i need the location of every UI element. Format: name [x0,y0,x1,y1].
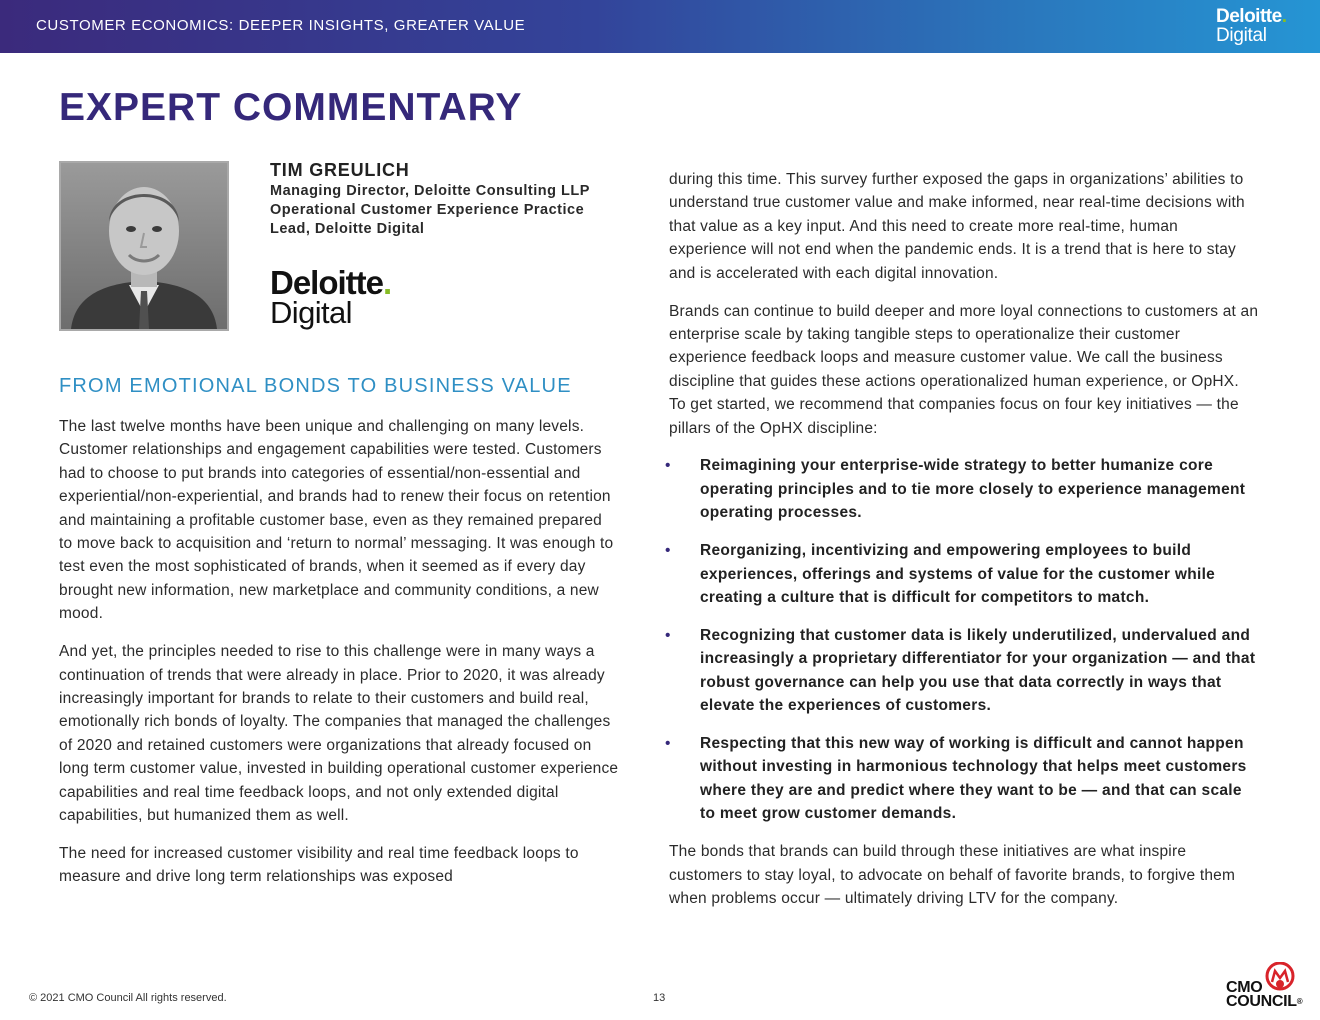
closing-paragraph: The bonds that brands can build through these initiatives are what inspire customers to stay loyal, to advocate on behalf of favorite brands, to forgive them when problems occur — ultimately driving LTV for the company. [669,843,1236,907]
list-item-text: Reimagining your enterprise-wide strategy to better humanize core operating principles and to tie more closely to experience management operating processes. [700,457,1246,522]
left-column [59,415,619,903]
banner-title: CUSTOMER ECONOMICS: DEEPER INSIGHTS, GREATER VALUE [36,17,526,34]
copyright: © 2021 CMO Council All rights reserved. [29,992,227,1004]
list-item-text: Respecting that this new way of working is difficult and cannot happen without investing in harmonious technology that helps meet customers where they are and predict where they want to be — and that can scale to meet grow customer demands. [700,735,1247,823]
banner-logo-word2: Digital [1216,25,1267,46]
banner-logo-dot: . [1281,6,1287,27]
person-role [270,182,640,239]
bullet-icon: • [665,457,671,475]
list-item [665,624,1259,718]
paragraph: The need for increased customer visibility and real time feedback loops to measure and drive long term relationships was exposed [59,844,579,886]
person-role-line: Lead, Deloitte Digital [270,221,425,237]
page-number: 13 [653,992,666,1004]
paragraph: Brands can continue to build deeper and more loyal connections to customers at an enterprise scale by taking tangible steps to operationalize their customer experience feedback loops and measure customer value. We call the business discipline that guides these actions operationalized human experience, or OpHX. To get started, we recommend that companies focus on four key initiatives — the pillars of the OpHX discipline: [669,302,1259,437]
cmo-council-logo [1224,962,1303,1010]
cmo-logo-line1: CMO [1226,979,1263,996]
paragraph: The last twelve months have been unique and challenging on many levels. Customer relationships and engagement capabilities were tested. Customers had to choose to put brands into categories of essential/non-essential and experiential/non-experiential, and brands had to renew their focus on retention and maintaining a profitable customer base, even as they remained prepared to move back to acquisition and ‘return to normal’ messaging. It was enough to test even the most sophisticated of brands, when it seemed as if every day brought new information, new marketplace and community conditions, a new mood. [59,418,614,623]
page-heading: EXPERT COMMENTARY [59,86,523,129]
bullet-icon: • [665,542,671,560]
cmo-logo-tm: ® [1296,997,1303,1006]
list-item-text: Recognizing that customer data is likely underutilized, undervalued and increasingly a proprietary differentiator for your organization — and that robust governance can help you use that data correctly in ways that elevate the experiences of customers. [700,626,1256,715]
pillars-list [665,454,1259,825]
person-photo-icon [59,161,229,331]
list-item [665,732,1259,826]
paragraph: during this time. This survey further exposed the gaps in organizations’ abilities to understand true customer value and make informed, near real-time decisions with that value as a key input. And this need to create more real-time, human experience will not end when the pandemic ends. It is a trend that is here to stay and is accelerated with each digital innovation. [669,171,1245,282]
bullet-icon: • [665,626,671,644]
logo-dot: . [383,264,392,301]
deloitte-digital-banner-logo [1216,7,1286,45]
list-item [665,454,1259,524]
section-subheading: FROM EMOTIONAL BONDS TO BUSINESS VALUE [59,375,572,397]
list-item-text: Reorganizing, incentivizing and empowering employees to build experiences, offerings and systems of value for the customer while creating a culture that is difficult for competitors to match. [700,542,1216,606]
logo-word2: Digital [270,295,352,330]
logo-word1: Deloitte [270,264,384,301]
bullet-icon: • [665,735,671,753]
person-name: TIM GREULICH [270,160,410,180]
person-role-line: Managing Director, Deloitte Consulting LLP [270,183,590,199]
banner-logo-word1: Deloitte [1216,6,1282,27]
header-banner [0,0,1320,53]
paragraph: And yet, the principles needed to rise to this challenge were in many ways a continuation of trends that were already in place. Prior to 2020, it was already increasingly important for brands to relate to their customers and build real, emotionally rich bonds of loyalty. The companies that managed the challenges of 2020 and retained customers were organizations that already focused on long term customer value, invested in building operational customer experience capabilities and real time feedback loops, and not only extended digital capabilities, but humanized them as well. [59,643,619,824]
right-column [665,168,1259,925]
cmo-logo-line2: COUNCIL [1226,993,1297,1010]
deloitte-digital-logo [270,266,391,328]
person-role-line: Operational Customer Experience Practice [270,202,585,218]
list-item [665,539,1259,609]
cmo-council-mark-icon [1264,962,1296,992]
